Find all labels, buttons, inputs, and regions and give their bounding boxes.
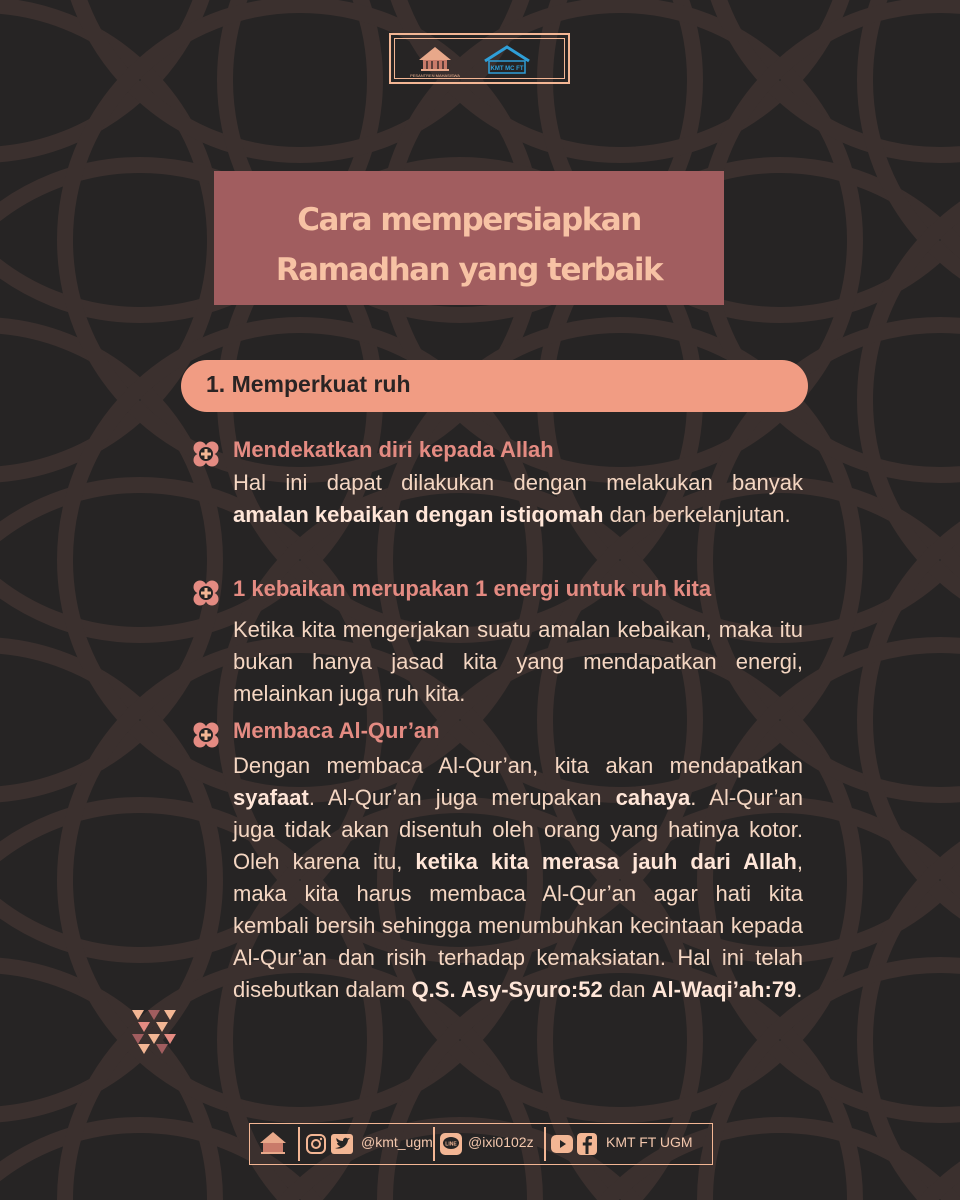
instagram-icon[interactable] xyxy=(306,1134,326,1154)
section-label: 1. Memperkuat ruh xyxy=(206,371,411,397)
title-line-2: Ramadhan yang terbaik xyxy=(275,252,663,288)
line-app-icon[interactable] xyxy=(440,1133,462,1155)
flower-bullet-icon xyxy=(191,439,221,469)
footer-page-name[interactable]: KMT FT UGM xyxy=(606,1134,693,1150)
left-logo-caption: PESANTREN MAHASISWA xyxy=(410,73,460,78)
pesantren-logo-icon xyxy=(419,47,451,71)
footer-social-bar xyxy=(249,1123,713,1165)
item-3-heading: Membaca Al-Qur’an xyxy=(233,718,440,743)
section-header-pill xyxy=(181,360,808,412)
twitter-icon[interactable] xyxy=(331,1134,353,1154)
flower-bullet-icon xyxy=(191,720,221,750)
item-2-heading: 1 kebaikan merupakan 1 energi untuk ruh kita xyxy=(233,576,712,601)
footer-line-id[interactable]: @ixi0102z xyxy=(468,1134,534,1150)
background-ring xyxy=(0,5,215,475)
item-2-text: Ketika kita mengerjakan suatu amalan kebaikan, maka itu bukan hanya jasad kita yang mendapatkan energi, melainkan juga ruh kita. xyxy=(233,617,803,706)
background-ring xyxy=(0,645,215,1115)
item-1-heading: Mendekatkan diri kepada Allah xyxy=(233,437,554,462)
svg-text:LINE: LINE xyxy=(445,1141,457,1148)
item-3-text: Dengan membaca Al-Qur’an, kita akan mendapatkan syafaat. Al-Qur’an juga merupakan cahaya. Al-Qur’an juga tidak akan disentuh oleh orang yang hatinya kotor. Oleh karena itu, ketika kita merasa jauh dari Allah, maka kita harus membaca Al-Qur’an agar hati kita kembali bersih sehingga menumbuhkan kecintaan kepada Al-Qur’an dan risih terhadap kemaksiatan. Hal ini telah disebutkan dalam Q.S. Asy-Syuro:52 dan Al-Waqi’ah:79. xyxy=(233,753,804,1002)
youtube-icon[interactable] xyxy=(551,1135,573,1153)
header-logos xyxy=(389,33,570,84)
footer-handle-kmt[interactable]: @kmt_ugm xyxy=(361,1134,433,1150)
decorative-pattern-icon xyxy=(128,1006,178,1056)
right-logo-text: KMT MC FT xyxy=(490,66,524,72)
item-1-text: Hal ini dapat dilakukan dengan melakukan banyak amalan kebaikan dengan istiqomah dan berkelanjutan. xyxy=(233,470,803,527)
title-line-1: Cara mempersiapkan xyxy=(297,202,641,238)
facebook-icon[interactable] xyxy=(577,1133,597,1155)
flower-bullet-icon xyxy=(191,578,221,608)
pesantren-logo-icon xyxy=(256,1128,290,1160)
title-banner xyxy=(214,171,724,305)
